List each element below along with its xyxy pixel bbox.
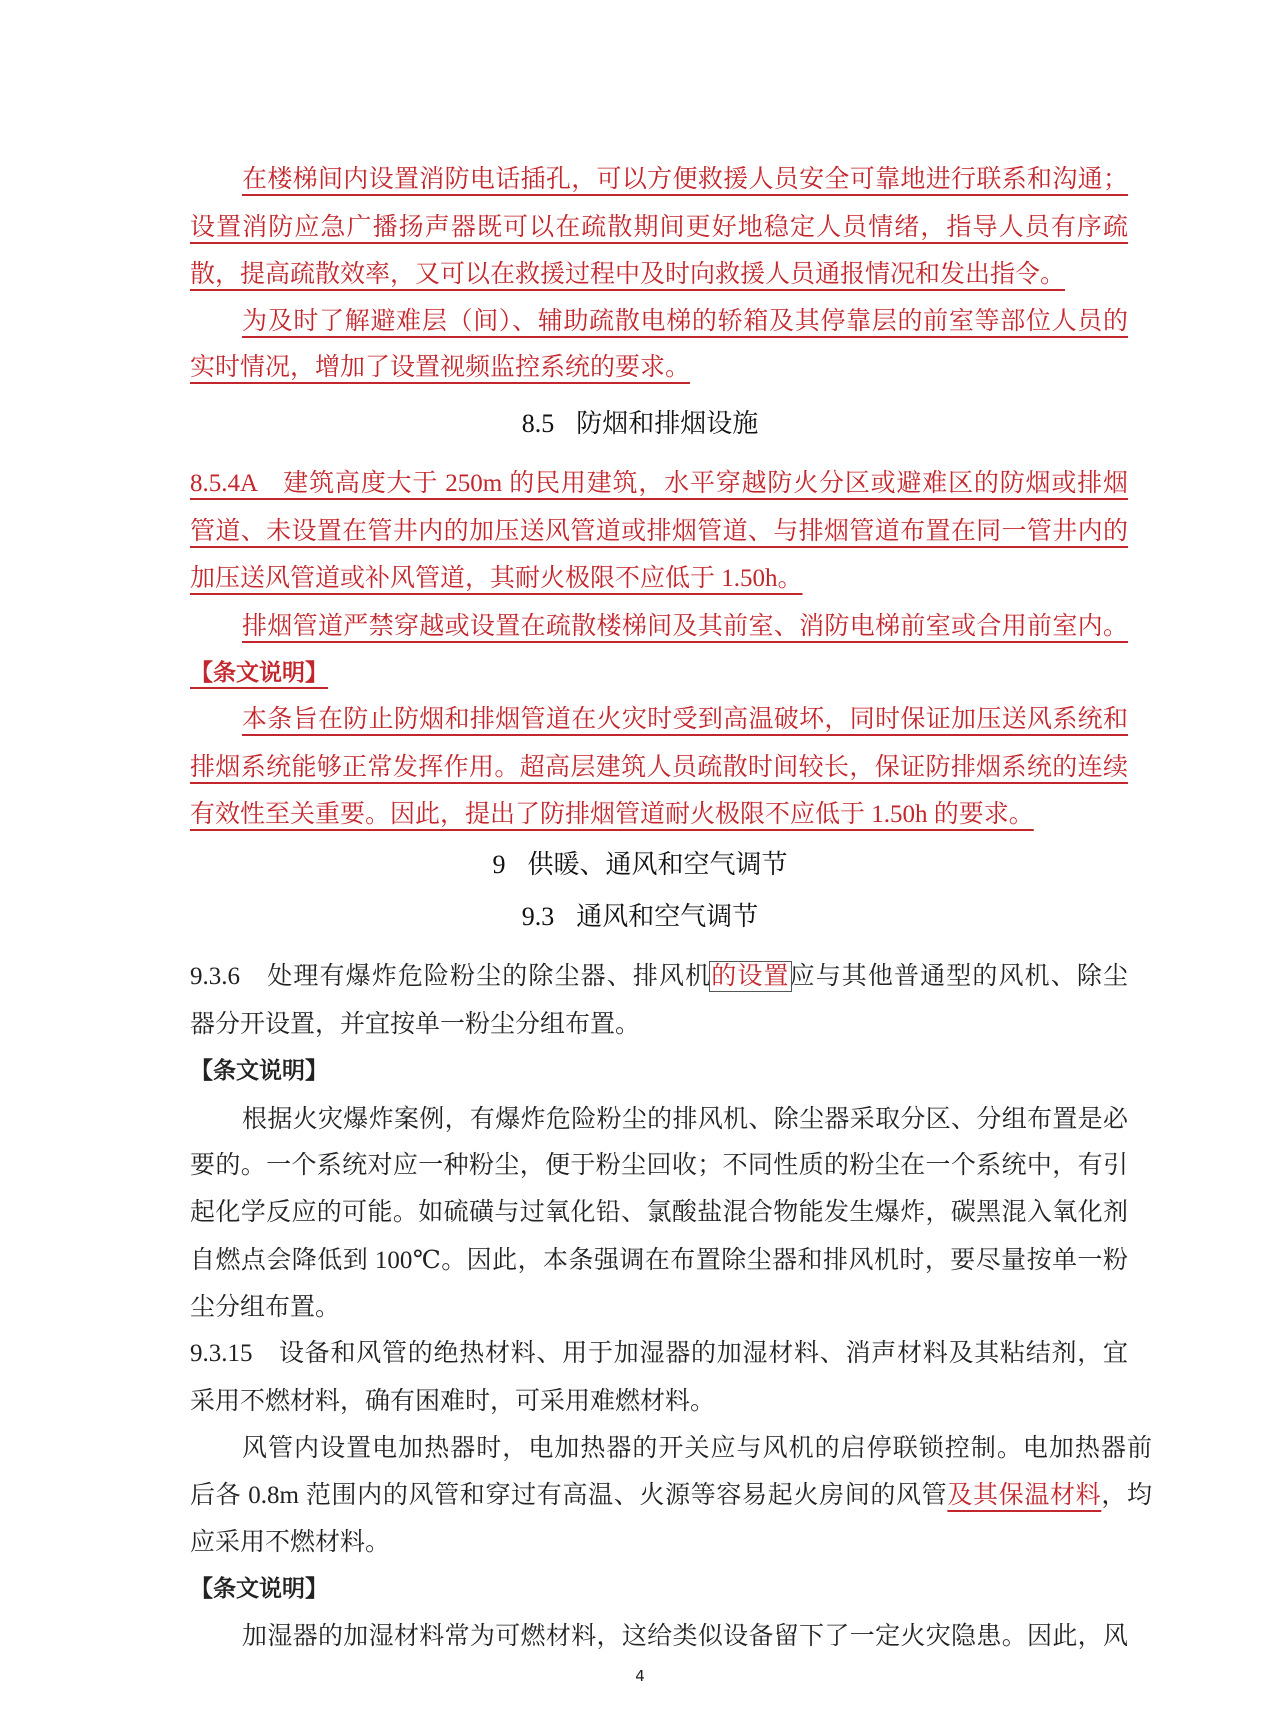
text-segment: 后各 0.8m 范围内的风管和穿过有高温、火源等容易起火房间的风管 bbox=[190, 1482, 948, 1509]
revised-text: 及其保温材料 bbox=[947, 1482, 1102, 1509]
clause-explanation-label bbox=[190, 1051, 1128, 1091]
text-segment: 根据火灾爆炸案例，有爆炸危险粉尘的排风机、除尘器采取分区、分组布置是必 bbox=[242, 1106, 1128, 1133]
text-line bbox=[190, 1334, 1128, 1374]
revised-text-line bbox=[190, 748, 1128, 788]
text-segment: 尘分组布置。 bbox=[190, 1294, 341, 1321]
section-heading bbox=[0, 897, 1280, 937]
text-segment: 采用不燃材料，确有困难时，可采用难燃材料。 bbox=[190, 1388, 716, 1415]
text-segment: 要的。一个系统对应一种粉尘，便于粉尘回收；不同性质的粉尘在一个系统中，有引 bbox=[190, 1152, 1128, 1179]
text-segment: ，均 bbox=[1101, 1482, 1152, 1509]
revised-text-line bbox=[190, 512, 1128, 552]
revised-text-line bbox=[190, 795, 1128, 835]
section-title: 供暖、通风和空气调节 bbox=[527, 850, 788, 880]
section-number: 9.3 bbox=[521, 902, 555, 931]
text-segment: 起化学反应的可能。如硫磺与过氧化铅、氯酸盐混合物能发生爆炸，碳黑混入氧化剂 bbox=[190, 1199, 1128, 1226]
revised-text-line bbox=[190, 348, 1128, 388]
text-segment: 应采用不燃材料。 bbox=[190, 1529, 391, 1556]
text-line bbox=[190, 1288, 1128, 1328]
clause-explanation-label bbox=[190, 653, 1128, 693]
text-segment: 器分开设置，并宜按单一粉尘分组布置。 bbox=[190, 1011, 641, 1038]
revised-text-line bbox=[190, 700, 1128, 740]
text-line bbox=[190, 1146, 1128, 1186]
section-heading bbox=[0, 845, 1280, 885]
section-number: 8.5 bbox=[521, 409, 555, 438]
revised-text-line bbox=[190, 302, 1128, 342]
revised-text-line bbox=[190, 559, 1128, 599]
text-segment: 为及时了解避难层（间）、辅助疏散电梯的轿箱及其停靠层的前室等部位人员的 bbox=[242, 308, 1128, 335]
section-title: 通风和空气调节 bbox=[576, 902, 759, 932]
page-number: 4 bbox=[635, 1667, 645, 1685]
text-segment: 自燃点会降低到 100℃。因此，本条强调在布置除尘器和排风机时，要尽量按单一粉 bbox=[190, 1247, 1128, 1274]
text-line bbox=[190, 1100, 1128, 1140]
section-number: 9 bbox=[492, 850, 506, 879]
text-line bbox=[190, 1241, 1128, 1281]
text-line bbox=[190, 1382, 1128, 1422]
text-segment: 【条文说明】 bbox=[190, 660, 328, 686]
text-segment: 【条文说明】 bbox=[190, 1058, 328, 1084]
text-line bbox=[190, 1476, 1152, 1516]
text-segment: 有效性至关重要。因此，提出了防排烟管道耐火极限不应低于 1.50h 的要求。 bbox=[190, 801, 1034, 828]
text-segment: 9.3.15 设备和风管的绝热材料、用于加湿器的加湿材料、消声材料及其粘结剂，宜 bbox=[190, 1340, 1128, 1367]
text-segment: 应与其他普通型的风机、除尘 bbox=[789, 963, 1128, 990]
text-line bbox=[190, 1429, 1152, 1469]
revised-text-line bbox=[190, 607, 1128, 647]
section-heading bbox=[0, 404, 1280, 444]
text-segment: 加压送风管道或补风管道，其耐火极限不应低于 1.50h。 bbox=[190, 565, 803, 592]
text-segment: 本条旨在防止防烟和排烟管道在火灾时受到高温破坏，同时保证加压送风系统和 bbox=[242, 706, 1128, 733]
text-segment: 排烟系统能够正常发挥作用。超高层建筑人员疏散时间较长，保证防排烟系统的连续 bbox=[190, 754, 1128, 781]
clause-explanation-label bbox=[190, 1569, 1128, 1609]
text-line bbox=[190, 1005, 1128, 1045]
text-segment: 加湿器的加湿材料常为可燃材料，这给类似设备留下了一定火灾隐患。因此，风 bbox=[242, 1623, 1128, 1650]
text-segment: 设置消防应急广播扬声器既可以在疏散期间更好地稳定人员情绪，指导人员有序疏 bbox=[190, 214, 1128, 241]
text-segment: 8.5.4A 建筑高度大于 250m 的民用建筑，水平穿越防火分区或避难区的防烟或排烟 bbox=[190, 470, 1128, 497]
text-segment: 9.3.6 处理有爆炸危险粉尘的除尘器、排风机 bbox=[190, 963, 712, 990]
text-segment: 管道、未设置在管井内的加压送风管道或排烟管道、与排烟管道布置在同一管井内的 bbox=[190, 518, 1128, 545]
text-line bbox=[190, 1617, 1128, 1657]
text-line bbox=[190, 957, 1128, 997]
revised-text-line bbox=[190, 255, 1128, 295]
text-line bbox=[190, 1193, 1128, 1233]
text-segment: 【条文说明】 bbox=[190, 1576, 328, 1602]
text-segment: 在楼梯间内设置消防电话插孔，可以方便救援人员安全可靠地进行联系和沟通； bbox=[242, 166, 1128, 193]
section-title: 防烟和排烟设施 bbox=[576, 409, 759, 439]
text-segment: 排烟管道严禁穿越或设置在疏散楼梯间及其前室、消防电梯前室或合用前室内。 bbox=[242, 613, 1128, 640]
text-segment: 散，提高疏散效率，又可以在救援过程中及时向救援人员通报情况和发出指令。 bbox=[190, 261, 1066, 288]
tracked-change-box: 的设置 bbox=[711, 963, 790, 990]
revised-text-line bbox=[190, 208, 1128, 248]
text-line bbox=[190, 1523, 1128, 1563]
revised-text-line bbox=[190, 160, 1128, 200]
text-segment: 实时情况，增加了设置视频监控系统的要求。 bbox=[190, 354, 691, 381]
text-segment: 风管内设置电加热器时，电加热器的开关应与风机的启停联锁控制。电加热器前 bbox=[242, 1435, 1152, 1462]
revised-text-line bbox=[190, 464, 1128, 504]
